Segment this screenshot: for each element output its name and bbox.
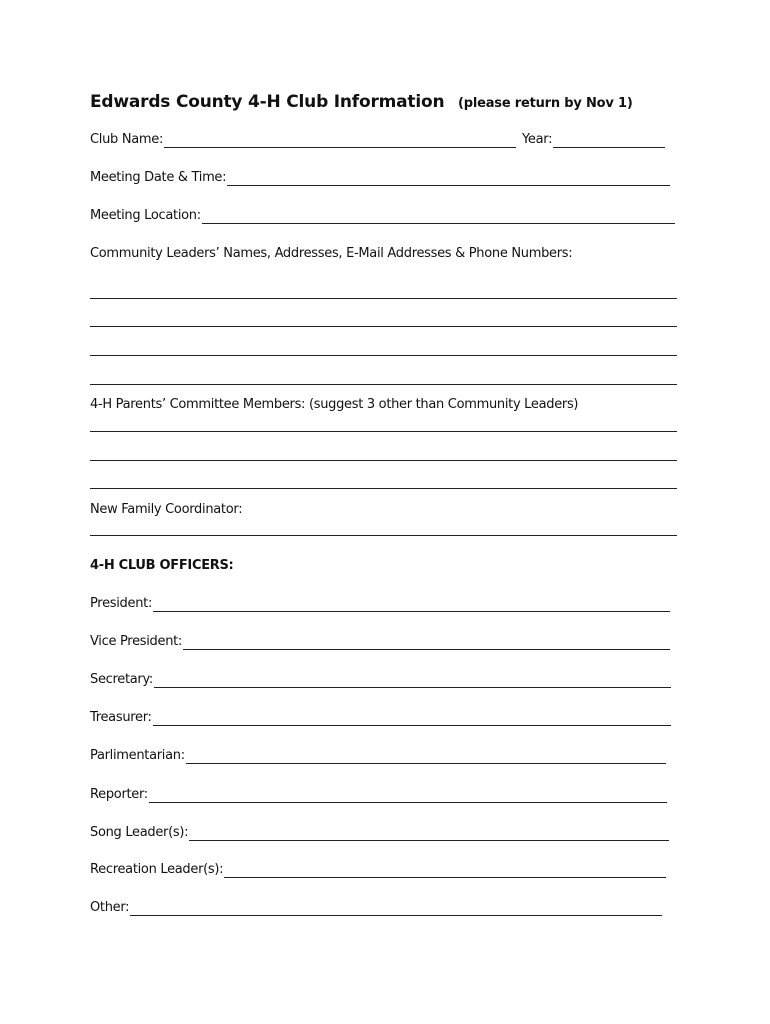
treasurer-label: Treasurer:: [90, 710, 152, 725]
form-title: Edwards County 4-H Club Information: [90, 92, 445, 112]
parlimentarian-label: Parlimentarian:: [90, 748, 185, 763]
year-label: Year:: [522, 132, 553, 147]
meeting-date-time-field[interactable]: [227, 171, 670, 186]
secretary-field[interactable]: [154, 673, 671, 688]
year-field[interactable]: [553, 133, 665, 148]
meeting-location-field[interactable]: [202, 209, 675, 224]
song-leaders-field[interactable]: [189, 826, 669, 841]
secretary-row: [90, 672, 671, 688]
reporter-label: Reporter:: [90, 787, 148, 802]
song-leaders-row: [90, 825, 669, 841]
club-name-label: Club Name:: [90, 132, 164, 147]
vice-president-field[interactable]: [183, 635, 670, 650]
secretary-label: Secretary:: [90, 672, 153, 687]
recreation-leaders-row: [90, 862, 666, 878]
year-row: [522, 132, 665, 148]
new-family-coordinator-label: New Family Coordinator:: [90, 502, 243, 517]
other-label: Other:: [90, 900, 130, 915]
community-leaders-label: Community Leaders’ Names, Addresses, E-Mail Addresses & Phone Numbers:: [90, 246, 573, 261]
reporter-field[interactable]: [149, 788, 667, 803]
recreation-leaders-label: Recreation Leader(s):: [90, 862, 224, 877]
club-name-row: [90, 132, 516, 148]
officers-heading: 4-H CLUB OFFICERS:: [90, 558, 234, 573]
treasurer-field[interactable]: [153, 711, 671, 726]
other-field[interactable]: [130, 901, 662, 916]
song-leaders-label: Song Leader(s):: [90, 825, 189, 840]
president-label: President:: [90, 596, 153, 611]
club-name-field[interactable]: [164, 133, 516, 148]
reporter-row: [90, 787, 667, 803]
recreation-leaders-field[interactable]: [224, 863, 666, 878]
other-row: [90, 900, 662, 916]
treasurer-row: [90, 710, 671, 726]
parents-committee-line-3[interactable]: [90, 488, 677, 489]
vice-president-row: [90, 634, 670, 650]
president-field[interactable]: [153, 597, 670, 612]
parents-committee-line-2[interactable]: [90, 460, 677, 461]
parlimentarian-field[interactable]: [186, 749, 666, 764]
meeting-date-time-row: [90, 170, 670, 186]
parents-committee-line-1[interactable]: [90, 431, 677, 432]
vice-president-label: Vice President:: [90, 634, 183, 649]
community-leader-line-3[interactable]: [90, 355, 677, 356]
new-family-coordinator-line[interactable]: [90, 535, 677, 536]
meeting-location-label: Meeting Location:: [90, 208, 201, 223]
community-leader-line-2[interactable]: [90, 326, 677, 327]
return-deadline-note: (please return by Nov 1): [458, 96, 633, 111]
parents-committee-label: 4-H Parents’ Committee Members: (suggest 3 other than Community Leaders): [90, 397, 579, 412]
meeting-location-row: [90, 208, 675, 224]
community-leader-line-4[interactable]: [90, 384, 677, 385]
community-leader-line-1[interactable]: [90, 298, 677, 299]
president-row: [90, 596, 670, 612]
meeting-date-time-label: Meeting Date & Time:: [90, 170, 227, 185]
parlimentarian-row: [90, 748, 666, 764]
